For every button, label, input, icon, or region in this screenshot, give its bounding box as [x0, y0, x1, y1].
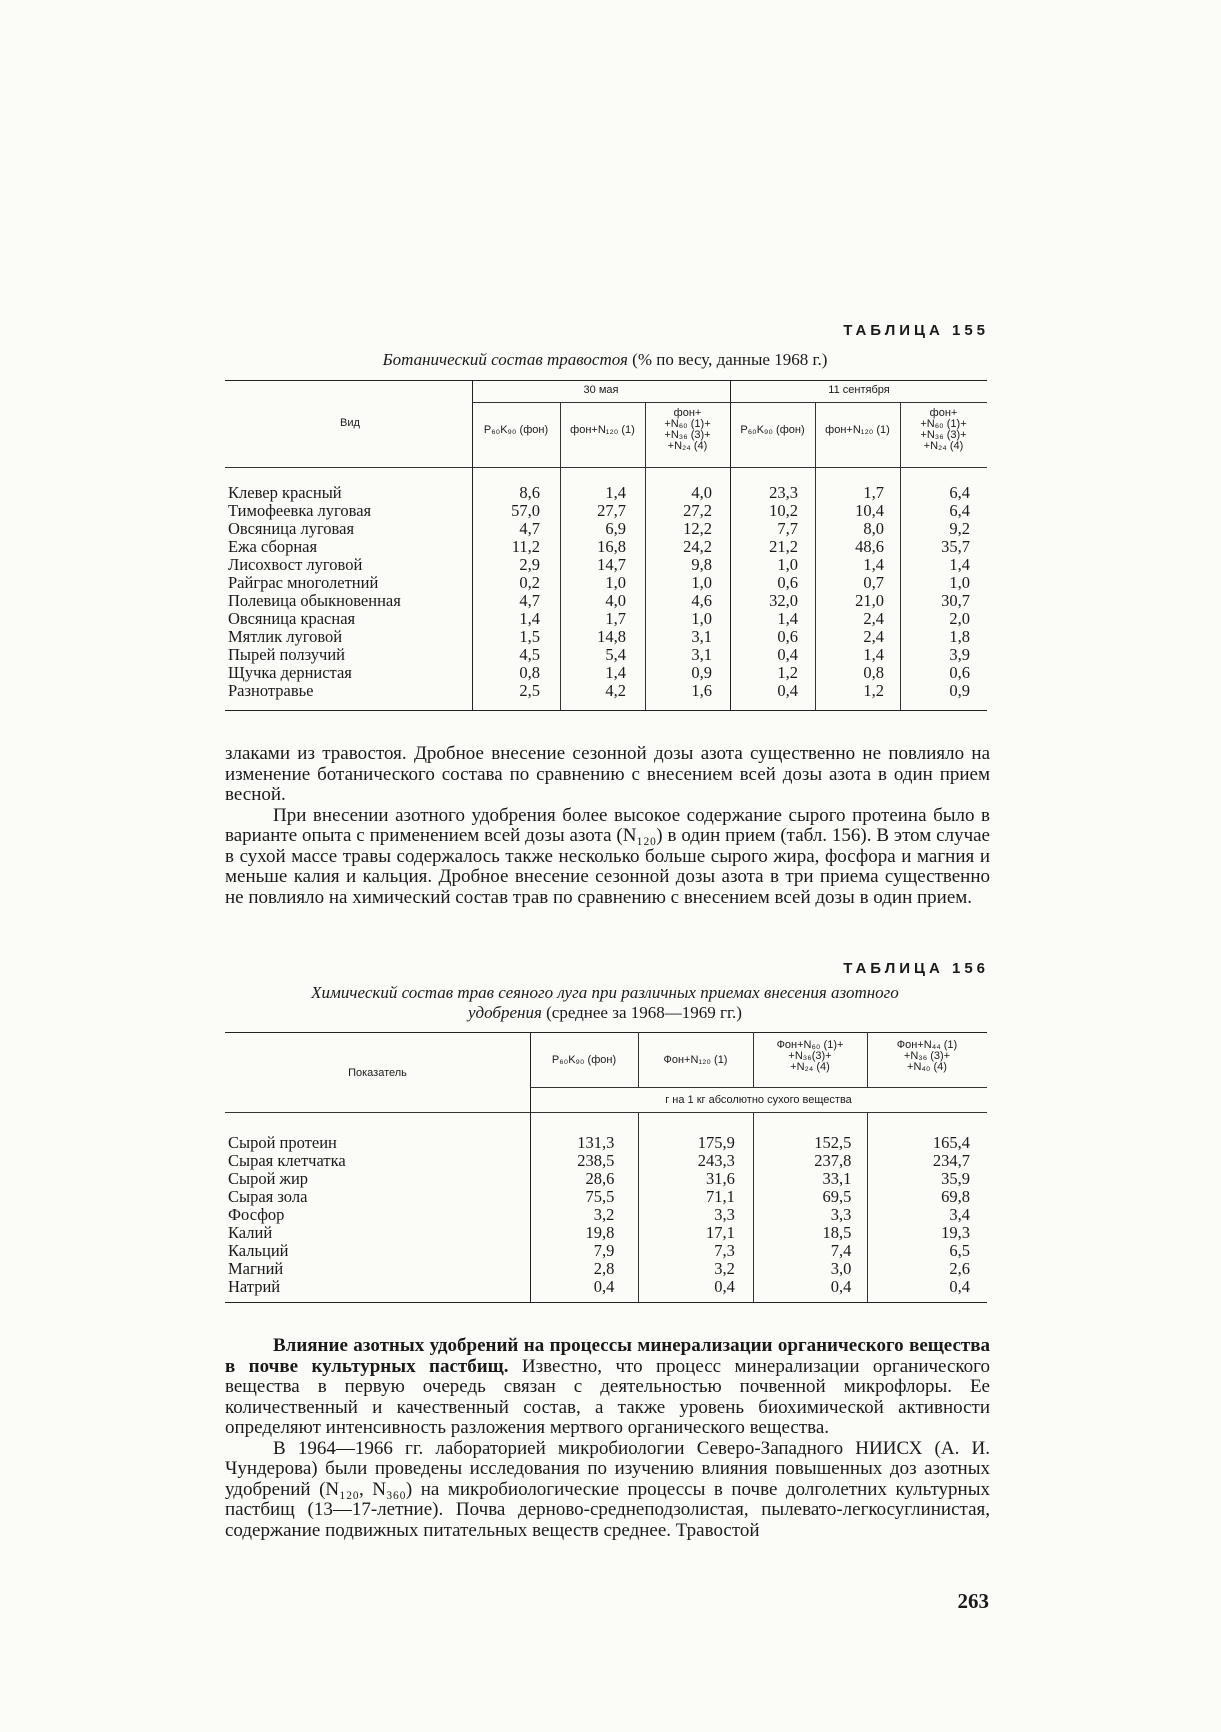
text-block-1: [225, 744, 990, 908]
table-cell: 3,3: [830, 1205, 852, 1224]
row-label: Сырой протеин: [228, 1133, 337, 1152]
table-row: [228, 556, 970, 574]
table-row: [228, 1224, 970, 1242]
table-cell: 3,9: [949, 645, 970, 664]
table-cell: 0,4: [949, 1277, 970, 1296]
text-2-paragraph-1: [225, 1336, 990, 1439]
table-cell: 24,2: [683, 537, 712, 556]
table-cell: 69,8: [941, 1187, 970, 1206]
row-label: Сырой жир: [228, 1169, 309, 1188]
table-cell: 3,3: [714, 1205, 735, 1224]
table-cell: 18,5: [822, 1223, 852, 1242]
table-row: [228, 538, 970, 556]
table-155-head-c6: [900, 408, 987, 452]
text-1-paragraph-1: злаками из травостоя. Дробное внесение сезонной дозы азота существенно не повлияло на изменение ботанического состава по сравнению с внесением всей дозы азота в один прием весной.: [225, 743, 990, 805]
row-label: Овсяница красная: [228, 609, 356, 628]
table-156-head-c3: [753, 1040, 867, 1073]
table-cell: 1,4: [863, 645, 884, 664]
table-cell: 2,0: [949, 609, 970, 628]
table-row: [228, 1152, 970, 1170]
table-cell: 21,0: [855, 591, 884, 610]
table-cell: 7,7: [777, 519, 798, 538]
table-155-head-c6-line3: +N₃₆ (3)+: [920, 429, 967, 441]
row-label: Сырая клетчатка: [228, 1151, 346, 1170]
row-label: Полевица обыкновенная: [228, 591, 401, 610]
table-155-head-c3-line3: +N₃₆ (3)+: [664, 429, 711, 441]
table-155-caption-italic: Ботанический состав травостоя: [382, 350, 628, 369]
table-156-head-c4-line2: +N₃₆ (3)+: [903, 1050, 951, 1062]
table-cell: 1,4: [519, 609, 540, 628]
table-155-bottom-rule: [225, 710, 987, 711]
table-cell: 12,2: [683, 519, 712, 538]
table-155-body: [228, 484, 970, 700]
table-row: [228, 1206, 970, 1224]
table-row: [228, 574, 970, 592]
table-cell: 5,4: [605, 645, 626, 664]
table-cell: 4,0: [691, 483, 712, 502]
table-cell: 131,3: [577, 1133, 615, 1152]
table-156-body: [228, 1134, 970, 1296]
table-156-bottom-rule: [225, 1302, 987, 1303]
table-156-head-c2: Фон+N₁₂₀ (1): [663, 1054, 728, 1066]
table-cell: 7,3: [714, 1241, 735, 1260]
table-cell: 3,1: [691, 645, 712, 664]
table-cell: 0,6: [949, 663, 970, 682]
table-cell: 17,1: [706, 1223, 735, 1242]
table-row: [228, 1170, 970, 1188]
table-cell: 1,4: [777, 609, 798, 628]
table-cell: 75,5: [585, 1187, 615, 1206]
table-cell: 1,4: [605, 663, 626, 682]
table-cell: 6,5: [949, 1241, 970, 1260]
table-155-caption-plain: (% по весу, данные 1968 г.): [627, 350, 828, 369]
table-cell: 1,0: [605, 573, 626, 592]
table-cell: 32,0: [769, 591, 798, 610]
table-156-head-c3-line3: +N₂₄ (4): [790, 1061, 830, 1073]
table-row: [228, 592, 970, 610]
table-156-label: ТАБЛИЦА 156: [843, 960, 989, 977]
table-cell: 238,5: [577, 1151, 615, 1170]
table-cell: 2,9: [519, 555, 540, 574]
table-156-head-c1: P₆₀K₉₀ (фон): [551, 1054, 617, 1066]
table-cell: 2,6: [949, 1259, 970, 1278]
table-155-head-c3-line4: +N₂₄ (4): [667, 440, 708, 452]
table-cell: 8,0: [863, 519, 884, 538]
table-row: [228, 664, 970, 682]
table-row: [228, 1134, 970, 1152]
table-156-head-indicator: Показатель: [348, 1067, 407, 1079]
table-cell: 0,8: [863, 663, 884, 682]
table-cell: 3,4: [949, 1205, 970, 1224]
table-155-head-c5: фон+N₁₂₀ (1): [825, 424, 890, 436]
table-cell: 35,7: [941, 537, 970, 556]
table-row: [228, 1242, 970, 1260]
table-cell: 1,6: [691, 681, 712, 700]
table-cell: 237,8: [814, 1151, 852, 1170]
table-cell: 1,5: [519, 627, 540, 646]
table-cell: 234,7: [932, 1151, 970, 1170]
table-cell: 9,2: [949, 519, 970, 538]
table-156-caption-italic-1: Химический состав трав сеяного луга при различных приемах внесения азотного: [311, 983, 899, 1002]
row-label: Разнотравье: [228, 681, 314, 700]
table-cell: 152,5: [814, 1133, 852, 1152]
table-cell: 0,4: [593, 1277, 615, 1296]
table-155-caption: [220, 350, 990, 370]
table-cell: 6,4: [949, 501, 970, 520]
table-cell: 1,0: [691, 573, 712, 592]
table-cell: 1,4: [863, 555, 884, 574]
table-156-top-rule: [225, 1032, 987, 1033]
table-cell: 28,6: [585, 1169, 615, 1188]
table-cell: 4,2: [605, 681, 626, 700]
table-cell: 0,8: [519, 663, 540, 682]
table-cell: 243,3: [697, 1151, 735, 1170]
table-cell: 2,8: [593, 1259, 615, 1278]
table-cell: 4,0: [605, 591, 626, 610]
table-156-head-c4: [867, 1040, 987, 1073]
table-cell: 31,6: [706, 1169, 735, 1188]
table-cell: 4,7: [519, 519, 540, 538]
table-row: [228, 1260, 970, 1278]
table-cell: 9,8: [691, 555, 712, 574]
table-row: [228, 682, 970, 700]
table-cell: 3,2: [593, 1205, 615, 1224]
row-label: Мятлик луговой: [228, 627, 343, 646]
table-cell: 0,4: [777, 645, 798, 664]
table-cell: 1,8: [949, 627, 970, 646]
table-cell: 0,7: [863, 573, 884, 592]
page-number: 263: [957, 1589, 989, 1613]
table-cell: 21,2: [769, 537, 798, 556]
table-156-head-c3-line1: Фон+N₆₀ (1)+: [776, 1039, 844, 1051]
table-cell: 1,4: [949, 555, 970, 574]
table-cell: 0,4: [830, 1277, 852, 1296]
table-cell: 0,6: [777, 627, 798, 646]
table-cell: 1,2: [777, 663, 798, 682]
table-cell: 71,1: [706, 1187, 735, 1206]
table-155-label: ТАБЛИЦА 155: [843, 322, 989, 339]
table-cell: 1,2: [863, 681, 884, 700]
table-155-head-c6-line1: фон+: [929, 407, 958, 419]
table-row: [228, 1188, 970, 1206]
table-row: [228, 1278, 970, 1296]
row-label: Лисохвост луговой: [228, 555, 363, 574]
table-155-date-rule: [472, 402, 987, 403]
table-cell: 0,6: [777, 573, 798, 592]
table-cell: 0,9: [691, 663, 712, 682]
table-cell: 27,2: [683, 501, 712, 520]
table-cell: 1,7: [863, 483, 884, 502]
row-label: Щучка дернистая: [228, 663, 352, 682]
table-cell: 30,7: [941, 591, 970, 610]
table-cell: 2,5: [519, 681, 540, 700]
table-cell: 8,6: [519, 483, 540, 502]
table-155-head-c1: P₆₀K₉₀ (фон): [483, 424, 549, 436]
row-label: Фосфор: [228, 1205, 285, 1224]
table-row: [228, 484, 970, 502]
table-155-head-c4: P₆₀K₉₀ (фон): [740, 424, 805, 436]
table-155-header-rule: [225, 467, 987, 468]
table-cell: 16,8: [597, 537, 626, 556]
row-label: Магний: [228, 1259, 284, 1278]
row-label: Райграс многолетний: [228, 573, 379, 592]
table-156-caption-italic-2: удобрения: [468, 1003, 542, 1022]
table-156-caption-plain: (среднее за 1968—1969 гг.): [541, 1003, 742, 1022]
table-cell: 10,4: [855, 501, 884, 520]
table-cell: 165,4: [932, 1133, 970, 1152]
section-heading: Влияние азотных удобрений на процессы минерализации органического вещества в почве культурных пастбищ.: [225, 1335, 990, 1377]
table-cell: 14,8: [597, 627, 626, 646]
table-155-head-species: Вид: [340, 417, 360, 429]
table-row: [228, 502, 970, 520]
table-cell: 6,9: [605, 519, 626, 538]
table-156-head-mid-rule: [530, 1087, 987, 1088]
table-cell: 19,8: [585, 1223, 615, 1242]
table-cell: 0,4: [777, 681, 798, 700]
table-155-top-rule: [225, 380, 987, 381]
row-label: Сырая зола: [228, 1187, 308, 1206]
table-cell: 6,4: [949, 483, 970, 502]
table-cell: 57,0: [511, 501, 540, 520]
table-cell: 27,7: [597, 501, 626, 520]
table-cell: 3,1: [691, 627, 712, 646]
row-label: Пырей ползучий: [228, 645, 346, 664]
table-cell: 23,3: [769, 483, 798, 502]
table-cell: 7,4: [830, 1241, 852, 1260]
table-cell: 35,9: [941, 1169, 970, 1188]
table-cell: 14,7: [597, 555, 626, 574]
row-label: Калий: [228, 1223, 273, 1242]
table-cell: 3,0: [830, 1259, 852, 1278]
table-cell: 48,6: [855, 537, 884, 556]
table-cell: 19,3: [941, 1223, 970, 1242]
table-cell: 69,5: [822, 1187, 852, 1206]
table-cell: 33,1: [822, 1169, 852, 1188]
table-cell: 10,2: [769, 501, 798, 520]
table-row: [228, 610, 970, 628]
table-cell: 4,6: [691, 591, 712, 610]
table-cell: 0,2: [519, 573, 540, 592]
table-156-head-c4-line3: +N₄₀ (4): [907, 1061, 947, 1073]
table-cell: 0,9: [949, 681, 970, 700]
table-155-head-c3-line1: фон+: [673, 407, 702, 419]
table-cell: 11,2: [511, 537, 540, 556]
table-cell: 4,7: [519, 591, 540, 610]
table-cell: 3,2: [714, 1259, 735, 1278]
table-155-head-c2: фон+N₁₂₀ (1): [570, 424, 635, 436]
table-cell: 0,4: [714, 1277, 735, 1296]
table-cell: 1,7: [605, 609, 626, 628]
table-cell: 1,4: [605, 483, 626, 502]
table-155-head-c6-line4: +N₂₄ (4): [923, 440, 964, 452]
table-cell: 2,4: [863, 627, 884, 646]
table-155-head-c3-line2: +N₆₀ (1)+: [664, 418, 711, 430]
row-label: Натрий: [228, 1277, 281, 1296]
table-cell: 175,9: [697, 1133, 735, 1152]
table-row: [228, 628, 970, 646]
table-156-caption: [220, 983, 990, 1023]
row-label: Овсяница луговая: [228, 519, 355, 538]
text-1-paragraph-2: При внесении азотного удобрения более высокое содержание сырого протеина было в варианте опыта с применением всей дозы азота (N₁₂₀) в один прием (табл. 156). В этом случае в сухой массе травы содержалось также несколько больше сырого жира, фосфора и магния и меньше калия и кальция. Дробное внесение сезонной дозы азота в три приема существенно не повлияло на химический состав трав по сравнению с внесением всей дозы в один прием.: [225, 804, 990, 908]
table-row: [228, 646, 970, 664]
text-2-paragraph-2: В 1964—1966 гг. лабораторией микробиологии Северо-Западного НИИСХ (А. И. Чундерова) были проведены исследования по изучению влияния повышенных доз азотных удобрений (N₁₂₀, N₃₆₀) на микробиологические процессы в почве долголетних культурных пастбищ (13—17-летние). Почва дерново-среднеподзолистая, пылевато-легкосуглинистая, содержание подвижных питательных веществ среднее. Травостой: [225, 1437, 990, 1541]
table-156-head-c4-line1: Фон+N₄₄ (1): [896, 1039, 958, 1051]
table-cell: 1,0: [949, 573, 970, 592]
table-155-head-date2: 11 сентября: [828, 384, 890, 396]
table-cell: 2,4: [863, 609, 884, 628]
table-cell: 1,0: [777, 555, 798, 574]
row-label: Ежа сборная: [228, 537, 318, 556]
row-label: Тимофеевка луговая: [228, 501, 372, 520]
table-156-header-rule: [225, 1112, 987, 1113]
table-155-head-c6-line2: +N₆₀ (1)+: [920, 418, 967, 430]
table-156-head-c3-line2: +N₃₆(3)+: [788, 1050, 832, 1062]
table-155-head-c3: [645, 408, 730, 452]
text-2-paragraph-1-rest: Известно, что процесс минерализации органического вещества в первую очередь связан с деятельностью почвенной микрофлоры. Ее количественный и качественный состав, а также уровень биохимической активности определяют интенсивность разложения мертвого органического вещества.: [225, 1355, 990, 1438]
table-row: [228, 520, 970, 538]
table-155-head-date1: 30 мая: [583, 384, 619, 396]
text-block-2: [225, 1336, 990, 1541]
table-cell: 4,5: [519, 645, 540, 664]
table-cell: 7,9: [593, 1241, 615, 1260]
row-label: Клевер красный: [228, 483, 342, 502]
row-label: Кальций: [228, 1241, 289, 1260]
table-156-head-unit: г на 1 кг абсолютно сухого вещества: [665, 1094, 852, 1106]
table-cell: 1,0: [691, 609, 712, 628]
